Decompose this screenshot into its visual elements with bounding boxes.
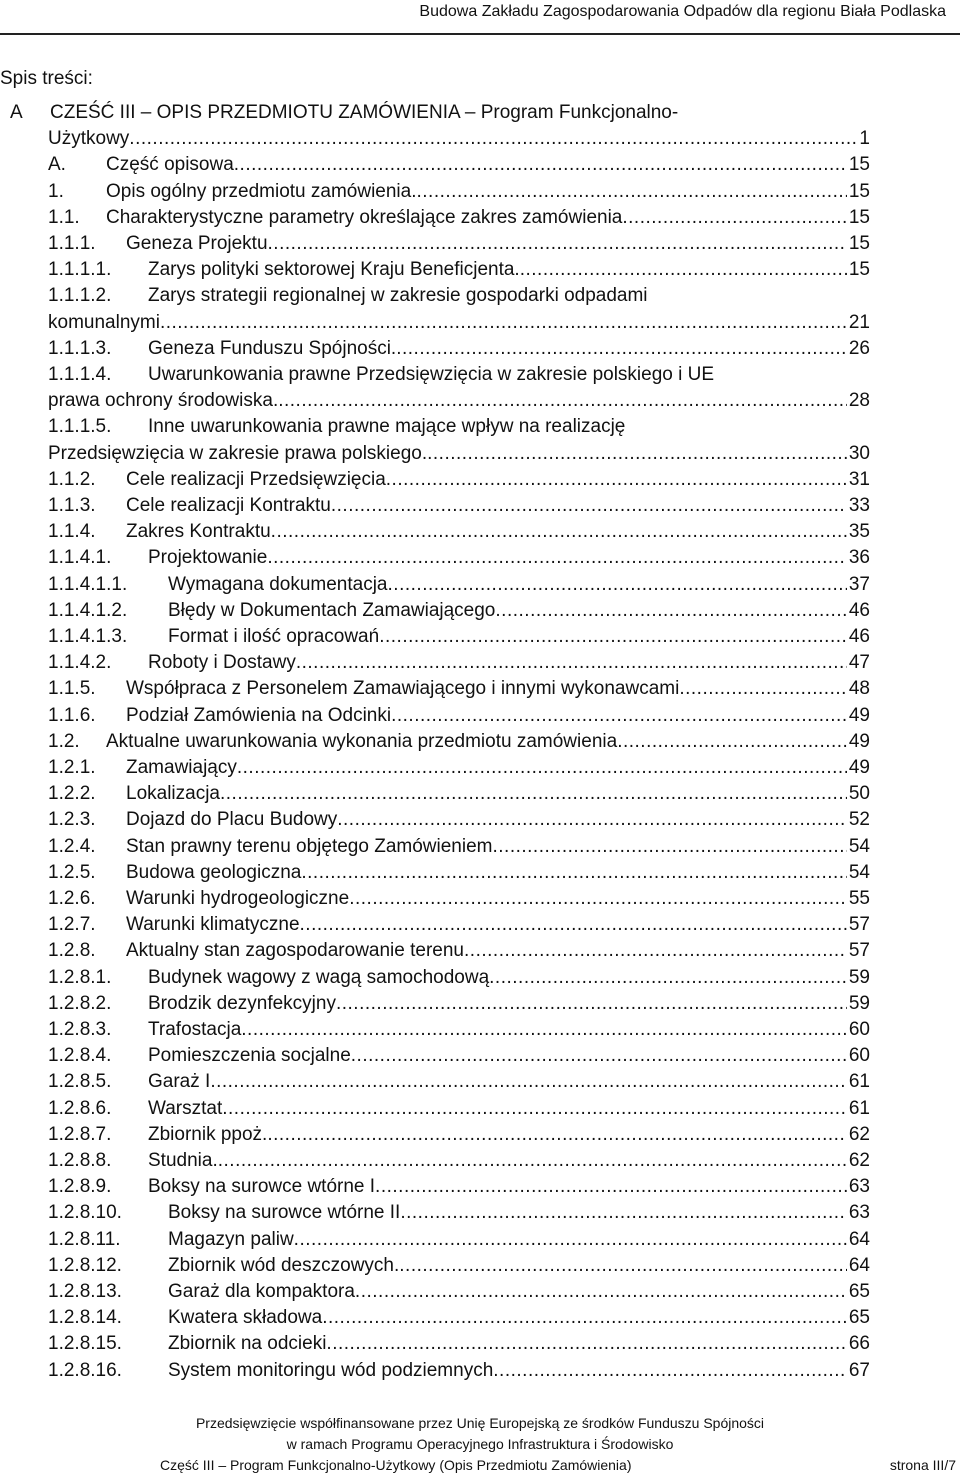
toc-entry-number: 1.2.8.14. — [48, 1307, 122, 1329]
toc-entry-page: 67 — [848, 1359, 870, 1381]
toc-leader-dots — [399, 1255, 847, 1277]
toc-entry-page: 60 — [848, 1019, 870, 1040]
toc-entry-number: 1.2.8.1. — [48, 966, 112, 988]
toc-leader-dots — [326, 1333, 846, 1355]
toc-entry-title: Format i ilość opracowań — [168, 626, 380, 647]
toc-entry-title: Współpraca z Personelem Zamawiającego i innymi wykonawcami — [126, 678, 680, 700]
toc-entry-number: 1.2.8.2. — [48, 992, 112, 1014]
toc-entry-number: 1.2.3. — [48, 809, 96, 831]
toc-entry-title: Budynek wagowy z wagą samochodową — [148, 966, 490, 988]
toc-leader-dots — [493, 1360, 847, 1382]
toc-leader-dots — [355, 1281, 847, 1303]
toc-leader-dots — [379, 626, 847, 648]
toc-entry-title: Błędy w Dokumentach Zamawiającego — [168, 599, 496, 621]
toc-leader-dots — [301, 862, 847, 884]
toc-entry-page: 48 — [848, 678, 870, 700]
toc-entry-number: 1.1.4.1. — [48, 547, 112, 569]
toc-entry-title: Zarys strategii regionalnej w zakresie gospodarki odpadami — [148, 285, 648, 307]
toc-entry-page: 64 — [848, 1254, 870, 1276]
toc-entry-title: Część opisowa — [106, 154, 234, 176]
toc-entry-title: Aktualne uwarunkowania wykonania przedmiotu zamówienia — [106, 730, 618, 752]
toc-entry-number: 1.2.7. — [48, 914, 96, 936]
toc-entry-title: Budowa geologiczna — [126, 861, 302, 883]
toc-entry-page: 63 — [848, 1176, 870, 1198]
toc-entry-number: 1.2.8.8. — [48, 1150, 112, 1171]
toc-entry-title: Warunki hydrogeologiczne — [126, 888, 350, 909]
toc-entry-number: 1.1.4.1.2. — [48, 599, 128, 621]
toc-entry-number: 1.1.1. — [48, 233, 96, 254]
toc-entry-number: 1.2.6. — [48, 888, 96, 909]
toc-entry-title-continued: Przedsięwzięcia w zakresie prawa polskiego. — [48, 442, 428, 464]
toc-entry-page: 65 — [848, 1307, 870, 1329]
toc-entry-number: 1.2.4. — [48, 835, 96, 857]
toc-leader-dots — [268, 233, 847, 255]
toc-leader-dots — [391, 705, 847, 727]
header-rule — [0, 33, 960, 35]
toc-entry-number: 1.1.1.1. — [48, 259, 112, 281]
toc-entry-number: 1.1.1.3. — [48, 337, 112, 359]
toc-entry-title: Inne uwarunkowania prawne mające wpływ na realizację — [148, 416, 626, 438]
toc-entry-title: Kwatera składowa — [168, 1307, 323, 1329]
toc-entry-number: 1.2.8.13. — [48, 1281, 122, 1302]
toc-entry-page: 26 — [848, 337, 870, 359]
toc-leader-dots — [267, 1124, 847, 1146]
toc-leader-dots — [617, 731, 847, 753]
toc-entry-page: 59 — [848, 966, 870, 988]
toc-entry-page: 47 — [848, 652, 870, 674]
toc-leader-dots — [520, 259, 847, 281]
toc-entry-page: 46 — [848, 626, 870, 647]
toc-entry-page: 31 — [848, 468, 870, 490]
toc-entry-number: 1.1. — [48, 206, 80, 228]
toc-leader-dots — [336, 993, 847, 1015]
toc-entry-number: 1.2.8.9. — [48, 1176, 112, 1198]
toc-entry-page: 33 — [848, 495, 870, 516]
toc-entry-number: 1.2.8.12. — [48, 1254, 122, 1276]
toc-leader-dots — [241, 1019, 847, 1041]
toc-entry-title: Zbiornik ppoż. — [148, 1123, 268, 1145]
toc-entry-title: Projektowanie — [148, 547, 268, 569]
toc-entry-page: 15 — [848, 154, 870, 176]
toc-entry-page: 30 — [848, 442, 870, 464]
toc-entry-number: 1.1.6. — [48, 704, 96, 726]
toc-entry-title: Opis ogólny przedmiotu zamówienia. — [106, 180, 417, 202]
toc-leader-dots — [375, 1176, 847, 1198]
toc-leader-dots — [337, 809, 847, 831]
toc-leader-dots — [210, 1071, 847, 1093]
toc-entry-title: Cele realizacji Przedsięwzięcia — [126, 468, 386, 490]
toc-leader-dots — [388, 574, 847, 596]
toc-leader-dots — [129, 128, 857, 150]
toc-entry-title: Geneza Projektu — [126, 233, 268, 254]
toc-entry-number: 1.1.2. — [48, 468, 96, 490]
toc-entry-title: Zarys polityki sektorowej Kraju Beneficjenta. — [148, 259, 520, 281]
toc-entry-page: 50 — [848, 783, 870, 805]
toc-leader-dots — [464, 940, 847, 962]
toc-leader-dots — [278, 390, 847, 412]
toc-entry-page: 15 — [848, 233, 870, 254]
toc-entry-title: Garaż I — [148, 1071, 211, 1093]
toc-leader-dots — [331, 495, 847, 517]
toc-entry-number: A. — [48, 154, 66, 176]
toc-entry-title: Uwarunkowania prawne Przedsięwzięcia w zakresie polskiego i UE — [148, 364, 715, 385]
toc-entry-page: 63 — [848, 1202, 870, 1224]
toc-leader-dots — [222, 1098, 847, 1120]
toc-entry-page: 28 — [848, 390, 870, 412]
toc-entry-page: 36 — [848, 547, 870, 569]
toc-entry-number: 1.2. — [48, 730, 80, 752]
toc-entry-page: 15 — [848, 259, 870, 281]
running-header: Budowa Zakładu Zagospodarowania Odpadów dla regionu Biała Podlaska — [419, 3, 946, 20]
toc-leader-dots — [400, 1202, 847, 1224]
toc-entry-title-continued: prawa ochrony środowiska. — [48, 390, 279, 412]
toc-entry-page: 57 — [848, 914, 870, 936]
toc-entry-page: 66 — [848, 1333, 870, 1355]
toc-leader-dots — [322, 1307, 847, 1329]
toc-entry-title-continued: komunalnymi — [48, 311, 160, 333]
toc-entry-number: 1.1.4.2. — [48, 652, 112, 674]
toc-entry-title: Boksy na surowce wtórne II — [168, 1202, 401, 1224]
toc-entry-page: 59 — [848, 992, 870, 1014]
toc-entry-title: Pomieszczenia socjalne — [148, 1045, 351, 1067]
toc-title: Spis treści: — [0, 68, 93, 89]
toc-leader-dots — [234, 154, 847, 176]
toc-entry-number: 1.1.5. — [48, 678, 96, 700]
toc-entry-page: 60 — [848, 1045, 870, 1067]
toc-entry-page: 54 — [848, 835, 870, 857]
toc-entry-number: A — [10, 102, 23, 123]
toc-entry-title: Stan prawny terenu objętego Zamówieniem — [126, 835, 493, 857]
toc-entry-page: 62 — [848, 1150, 870, 1171]
toc-leader-dots — [489, 967, 847, 989]
toc-entry-page: 15 — [848, 180, 870, 202]
toc-leader-dots — [349, 888, 847, 910]
toc-entry-title: Charakterystyczne parametry określające zakres zamówienia — [106, 206, 623, 228]
toc-entry-title: Studnia. — [148, 1150, 218, 1171]
toc-leader-dots — [495, 600, 846, 622]
toc-entry-title: Geneza Funduszu Spójności. — [148, 337, 397, 359]
toc-entry-title: Boksy na surowce wtórne I — [148, 1176, 376, 1198]
toc-entry-number: 1.2.8. — [48, 940, 96, 962]
toc-entry-title: Dojazd do Placu Budowy — [126, 809, 338, 831]
toc-entry-number: 1.1.1.5. — [48, 416, 112, 438]
toc-entry-number: 1.2.8.16. — [48, 1359, 122, 1381]
toc-entry-page: 1 — [859, 128, 870, 150]
toc-entry-title: Wymagana dokumentacja — [168, 573, 388, 595]
toc-entry-number: 1. — [48, 180, 64, 202]
toc-entry-page: 65 — [848, 1281, 870, 1302]
toc-leader-dots — [396, 338, 847, 360]
toc-entry-title: Zbiornik na odcieki — [168, 1333, 327, 1355]
toc-entry-page: 61 — [848, 1097, 870, 1119]
toc-entry-number: 1.2.5. — [48, 861, 96, 883]
toc-leader-dots — [300, 914, 847, 936]
toc-entry-title: Magazyn paliw — [168, 1228, 294, 1250]
toc-entry-number: 1.2.8.10. — [48, 1202, 122, 1224]
toc-entry-number: 1.1.4.1.1. — [48, 573, 128, 595]
toc-leader-dots — [237, 757, 847, 779]
toc-leader-dots — [622, 207, 846, 229]
toc-entry-title: Brodzik dezynfekcyjny — [148, 992, 336, 1014]
toc-entry-number: 1.2.8.5. — [48, 1071, 112, 1093]
toc-entry-title: Roboty i Dostawy — [148, 652, 296, 674]
toc-entry-title: Trafostacja — [148, 1019, 242, 1040]
toc-entry-title: Zakres Kontraktu — [126, 521, 271, 543]
toc-leader-dots — [160, 312, 847, 334]
toc-entry-page: 49 — [848, 730, 870, 752]
toc-entry-page: 64 — [848, 1228, 870, 1250]
toc-entry-page: 37 — [848, 573, 870, 595]
footer-program-line: w ramach Programu Operacyjnego Infrastruktura i Środowisko — [286, 1436, 674, 1452]
toc-entry-page: 61 — [848, 1071, 870, 1093]
toc-entry-number: 1.2.8.7. — [48, 1123, 112, 1145]
toc-entry-number: 1.2.8.4. — [48, 1045, 112, 1067]
toc-entry-number: 1.2.8.15. — [48, 1333, 122, 1355]
toc-leader-dots — [679, 678, 847, 700]
toc-entry-page: 49 — [848, 757, 870, 778]
toc-entry-page: 62 — [848, 1123, 870, 1145]
toc-leader-dots — [296, 652, 847, 674]
toc-leader-dots — [351, 1045, 847, 1067]
toc-entry-title: Zbiornik wód deszczowych. — [168, 1254, 400, 1276]
toc-entry-page: 21 — [848, 311, 870, 333]
page-number: strona III/7 — [889, 1457, 956, 1473]
toc-entry-number: 1.1.3. — [48, 495, 96, 516]
toc-entry-page: 57 — [848, 940, 870, 962]
toc-entry-number: 1.1.4.1.3. — [48, 626, 128, 647]
toc-entry-number: 1.2.1. — [48, 757, 96, 778]
toc-leader-dots — [417, 181, 847, 203]
toc-entry-number: 1.1.1.2. — [48, 285, 112, 307]
toc-entry-title: CZEŚĆ III – OPIS PRZEDMIOTU ZAMÓWIENIA – Program Funkcjonalno- — [50, 102, 679, 123]
toc-entry-page: 49 — [848, 704, 870, 726]
toc-entry-number: 1.2.8.3. — [48, 1019, 112, 1040]
toc-entry-page: 55 — [848, 888, 870, 909]
toc-entry-number: 1.1.1.4. — [48, 364, 112, 385]
toc-entry-title: Podział Zamówienia na Odcinki — [126, 704, 392, 726]
toc-entry-title: Zamawiający — [126, 757, 237, 778]
toc-leader-dots — [218, 1150, 847, 1172]
toc-leader-dots — [294, 1229, 847, 1251]
toc-leader-dots — [271, 521, 847, 543]
toc-leader-dots — [492, 836, 846, 858]
toc-entry-number: 1.2.8.11. — [48, 1228, 121, 1250]
toc-entry-title: System monitoringu wód podziemnych — [168, 1359, 494, 1381]
toc-entry-title-continued: Użytkowy — [48, 128, 130, 150]
toc-entry-page: 52 — [848, 809, 870, 831]
footer-document-part: Część III – Program Funkcjonalno-Użytkowy (Opis Przedmiotu Zamówienia) — [160, 1457, 632, 1473]
toc-leader-dots — [220, 783, 847, 805]
toc-entry-title: Aktualny stan zagospodarowanie terenu — [126, 940, 465, 962]
toc-entry-page: 15 — [848, 206, 870, 228]
footer-funding-line: Przedsięwzięcie współfinansowane przez Unię Europejską ze środków Funduszu Spójności — [195, 1415, 765, 1431]
toc-entry-page: 46 — [848, 599, 870, 621]
toc-entry-title: Cele realizacji Kontraktu — [126, 495, 331, 516]
toc-leader-dots — [386, 469, 847, 491]
toc-entry-title: Garaż dla kompaktora — [168, 1281, 355, 1302]
toc-entry-number: 1.2.8.6. — [48, 1097, 112, 1119]
toc-entry-page: 35 — [848, 521, 870, 543]
toc-entry-title: Warsztat — [148, 1097, 223, 1119]
toc-leader-dots — [427, 443, 847, 465]
toc-entry-title: Warunki klimatyczne — [126, 914, 300, 936]
toc-entry-page: 54 — [848, 861, 870, 883]
toc-entry-title: Lokalizacja — [126, 783, 220, 805]
toc-leader-dots — [267, 547, 847, 569]
toc-entry-number: 1.2.2. — [48, 783, 96, 805]
toc-entry-number: 1.1.4. — [48, 521, 96, 543]
